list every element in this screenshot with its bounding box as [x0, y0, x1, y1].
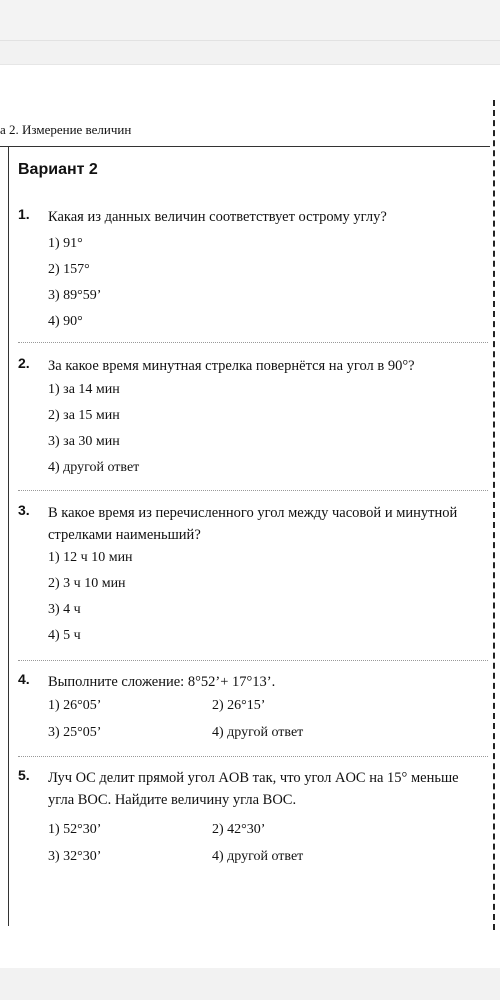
answer-option: 1) за 14 мин: [48, 382, 120, 397]
answer-option: 2) 157°: [48, 262, 90, 277]
answer-option: 3) за 30 мин: [48, 434, 120, 449]
answer-option: 4) 5 ч: [48, 628, 81, 643]
answer-option: 4) другой ответ: [48, 460, 140, 475]
top-toolbar: [0, 0, 500, 41]
answer-option: 4) другой ответ: [212, 849, 304, 864]
divider: [18, 660, 488, 661]
bottom-band: [0, 968, 500, 1000]
answer-option: 4) 90°: [48, 314, 83, 329]
question-number: 3.: [18, 502, 30, 518]
answer-option: 1) 26°05’: [48, 698, 102, 713]
answer-option: 1) 91°: [48, 236, 83, 251]
left-margin-rule: [8, 146, 9, 926]
question-text: Какая из данных величин соответствует острому углу?: [48, 209, 387, 225]
divider: [18, 342, 488, 343]
answer-option: 3) 25°05’: [48, 725, 102, 740]
answer-option: 1) 12 ч 10 мин: [48, 550, 133, 565]
answer-option: 3) 4 ч: [48, 602, 81, 617]
question-number: 4.: [18, 671, 30, 687]
question-text: Луч OC делит прямой угол AOB так, что угол AOC на 15° меньше угла BOC. Найдите величину угла BOC.: [48, 770, 459, 808]
divider: [18, 490, 488, 491]
variant-title: Вариант 2: [18, 161, 98, 178]
answer-option: 3) 89°59’: [48, 288, 102, 303]
answer-option: 2) 26°15’: [212, 698, 266, 713]
section-header: а 2. Измерение величин: [0, 122, 132, 137]
answer-option: 1) 52°30’: [48, 822, 102, 837]
question-text: В какое время из перечисленного угол между часовой и минутной стрелками наименьший?: [48, 505, 458, 543]
question-number: 5.: [18, 767, 30, 783]
divider: [18, 756, 488, 757]
question-text: За какое время минутная стрелка повернётся на угол в 90°?: [48, 358, 415, 374]
header-rule: [0, 146, 490, 147]
answer-option: 3) 32°30’: [48, 849, 102, 864]
question-text: Выполните сложение: 8°52’+ 17°13’.: [48, 674, 276, 690]
answer-option: 4) другой ответ: [212, 725, 304, 740]
answer-option: 2) 3 ч 10 мин: [48, 576, 126, 591]
cut-line: [493, 100, 495, 930]
answer-option: 2) 42°30’: [212, 822, 266, 837]
question-number: 1.: [18, 206, 30, 222]
question-number: 2.: [18, 355, 30, 371]
answer-option: 2) за 15 мин: [48, 408, 120, 423]
